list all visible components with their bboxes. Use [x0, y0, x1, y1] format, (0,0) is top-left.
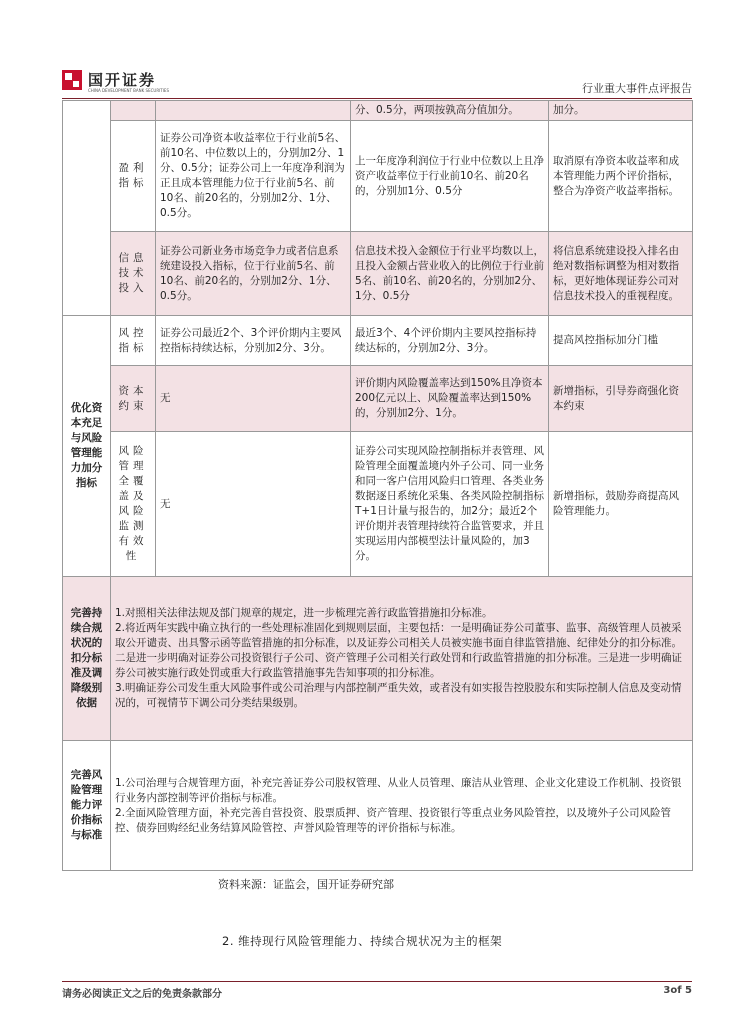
- original-rule-cell: 证券公司最近2个、3个评价期内主要风控指标持续达标，分别加2分、3分。: [156, 316, 351, 366]
- current-rule-cell: 信息技术投入金额位于行业平均数以上，且投入金额占营业收入的比例位于行业前5名、前10名、前20名的，分别加2分、1分、0.5分: [351, 232, 549, 316]
- group-content: [111, 577, 693, 741]
- change-cell: 加分。: [549, 101, 693, 121]
- change-cell: 新增指标，鼓励券商提高风险管理能力。: [549, 432, 693, 577]
- current-rule-cell: 证券公司实现风险控制指标并表管理、风险管理全面覆盖境内外子公司、同一业务和同一客户信用风险归口管理、各类业务数据逐日系统化采集、各类风险控制指标T+1日计量与报告的，加2分；最近2个评价期并表管理持续符合监管要求，并且实现运用内部模型法计量风险的，加3分。: [351, 432, 549, 577]
- footer-disclaimer: 请务必阅读正文之后的免责条款部分: [62, 989, 222, 1000]
- comparison-table: [62, 100, 693, 871]
- footer-divider: [62, 981, 692, 982]
- original-rule-cell: 证券公司新业务市场竞争力或者信息系统建设投入指标，位于行业前5名、前10名、前20名的，分别加2分、1分、0.5分。: [156, 232, 351, 316]
- group-label: 优化资本充足与风险管理能力加分指标: [63, 316, 111, 577]
- table-row: [63, 121, 693, 232]
- list-item: 1.公司治理与合规管理方面，补充完善证券公司股权管理、从业人员管理、廉洁从业管理、企业文化建设工作机制、投资银行业务内部控制等评价指标与标准。: [115, 776, 682, 804]
- page-header: [62, 70, 692, 100]
- original-rule-cell: 证券公司净资本收益率位于行业前5名、前10名、中位数以上的，分别加2分、1分、0.5分；证券公司上一年度净利润为正且成本管理能力位于行业前5名、前10名、前20名的，分别加2分、1分、0.5分。: [156, 121, 351, 232]
- item-label: 资本约束: [111, 366, 156, 432]
- report-type: 行业重大事件点评报告: [582, 82, 692, 95]
- group-label: 完善风险管理能力评价指标与标准: [63, 741, 111, 871]
- group-label-empty: [63, 101, 111, 316]
- table-row: [63, 366, 693, 432]
- logo-icon: [62, 70, 82, 90]
- group-label: 完善持续合规状况的扣分标准及调降级别依据: [63, 577, 111, 741]
- original-rule-cell: 无: [156, 432, 351, 577]
- list-item: 3.明确证券公司发生重大风险事件或公司治理与内部控制严重失效，或者没有如实报告控股股东和实际控制人信息及变动情况的，可视情节下调公司分类结果级别。: [115, 682, 682, 709]
- change-cell: 取消原有净资本收益率和成本管理能力两个评价指标，整合为净资产收益率指标。: [549, 121, 693, 232]
- current-rule-cell: 最近3个、4个评价期内主要风控指标持续达标的，分别加2分、3分。: [351, 316, 549, 366]
- group-content: [111, 741, 693, 871]
- section-heading: 2. 维持现行风险管理能力、持续合规状况为主的框架: [222, 934, 503, 948]
- item-label: 信息技术投入: [111, 232, 156, 316]
- page-number: 3of 5: [663, 985, 692, 996]
- logo-name: 国开证券: [88, 71, 157, 89]
- item-label: 风险管理全覆盖及风险监测有效性: [111, 432, 156, 577]
- list-item: 2.全面风险管理方面，补充完善自营投资、股票质押、资产管理、投资银行等重点业务风险管控，以及境外子公司风险管控、债券回购经纪业务结算风险管控、声誉风险管理等的评价指标与标准。: [115, 806, 672, 834]
- change-cell: 将信息系统建设投入排名由绝对数指标调整为相对数指标，更好地体现证券公司对信息技术投入的重视程度。: [549, 232, 693, 316]
- source-note: 资料来源：证监会，国开证券研究部: [218, 878, 394, 891]
- table-row: [63, 577, 693, 741]
- current-rule-cell: 上一年度净利润位于行业中位数以上且净资产收益率位于行业前10名、前20名的，分别加1分、0.5分: [351, 121, 549, 232]
- table-row: [63, 432, 693, 577]
- original-rule-cell: 无: [156, 366, 351, 432]
- item-label: 盈利指标: [111, 121, 156, 232]
- change-cell: 新增指标，引导券商强化资本约束: [549, 366, 693, 432]
- table-row: [63, 741, 693, 871]
- table-row: [63, 316, 693, 366]
- change-cell: 提高风控指标加分门槛: [549, 316, 693, 366]
- logo-english-name: CHINA DEVELOPMENT BANK SECURITIES: [88, 88, 169, 93]
- table-row: [63, 232, 693, 316]
- list-item: 1.对照相关法律法规及部门规章的规定，进一步梳理完善行政监管措施扣分标准。: [115, 607, 493, 619]
- list-item: 2.将近两年实践中确立执行的一些处理标准固化到规则层面，主要包括：一是明确证券公司董事、监事、高级管理人员被采取公开谴责、出具警示函等监管措施的扣分标准，以及证券公司相关人员被实施书面自律监管措施、纪律处分的扣分标准。二是进一步明确对证券公司投资银行子公司、资产管理子公司相关行政处罚和行政监管措施的扣分标准。三是进一步明确证券公司被实施行政处罚或重大行政监管措施事先告知事项的扣分标准。: [115, 622, 682, 679]
- item-label: 风控指标: [111, 316, 156, 366]
- current-rule-cell: 分、0.5分，两项按孰高分值加分。: [351, 101, 549, 121]
- header-divider: [62, 98, 692, 99]
- table-row: [63, 101, 693, 121]
- current-rule-cell: 评价期内风险覆盖率达到150%且净资本200亿元以上、风险覆盖率达到150%的，分别加2分、1分。: [351, 366, 549, 432]
